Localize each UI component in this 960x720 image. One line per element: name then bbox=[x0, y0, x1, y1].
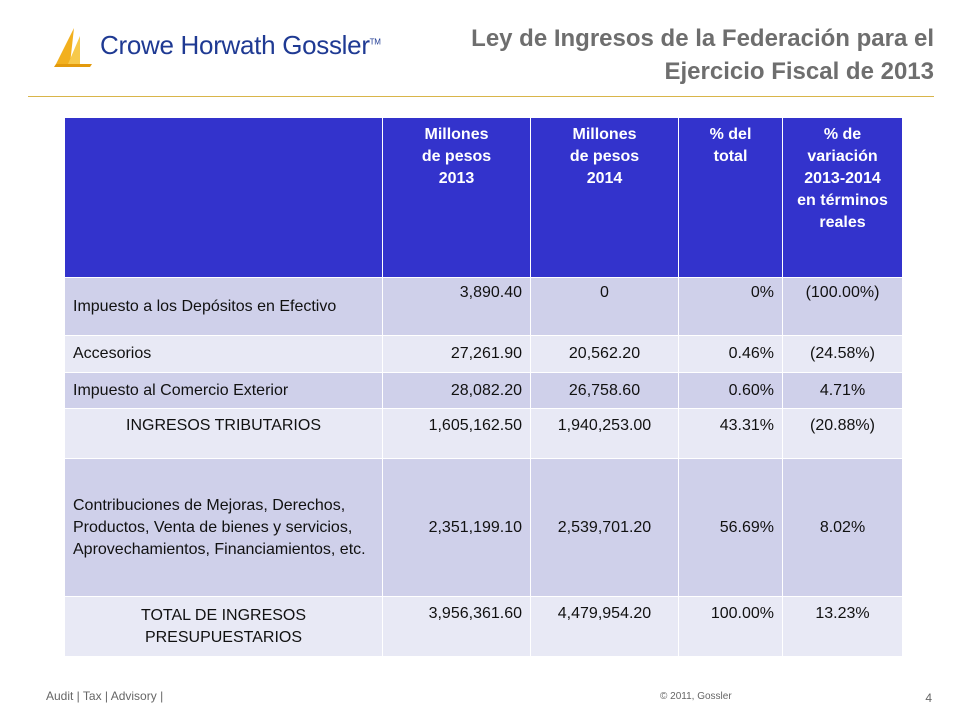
cell-share: 0.46% bbox=[679, 336, 783, 373]
cell-2014: 2,539,701.20 bbox=[531, 459, 679, 597]
brand-name: Crowe Horwath Gossler™ bbox=[100, 30, 381, 60]
cell-2014: 1,940,253.00 bbox=[531, 409, 679, 459]
cell-share: 56.69% bbox=[679, 459, 783, 597]
header-2013: Millones de pesos 2013 bbox=[383, 118, 531, 278]
header-concept bbox=[65, 118, 383, 278]
cell-share: 0% bbox=[679, 278, 783, 336]
header-divider bbox=[28, 96, 934, 97]
row-label: Impuesto al Comercio Exterior bbox=[65, 373, 383, 409]
table-row bbox=[65, 409, 903, 459]
cell-2013: 1,605,162.50 bbox=[383, 409, 531, 459]
cell-2014: 26,758.60 bbox=[531, 373, 679, 409]
crowe-flame-icon bbox=[52, 24, 96, 68]
cell-2014: 20,562.20 bbox=[531, 336, 679, 373]
row-label: Impuesto a los Depósitos en Efectivo bbox=[65, 278, 383, 336]
cell-variation: (20.88%) bbox=[783, 409, 903, 459]
row-label: INGRESOS TRIBUTARIOS bbox=[65, 409, 383, 459]
cell-variation: 8.02% bbox=[783, 459, 903, 597]
page-number: 4 bbox=[925, 691, 932, 705]
table-row bbox=[65, 336, 903, 373]
cell-variation: 13.23% bbox=[783, 597, 903, 657]
header-2014: Millones de pesos 2014 bbox=[531, 118, 679, 278]
table-header-row bbox=[65, 118, 903, 278]
cell-2014: 0 bbox=[531, 278, 679, 336]
cell-variation: 4.71% bbox=[783, 373, 903, 409]
cell-share: 100.00% bbox=[679, 597, 783, 657]
title-line-1: Ley de Ingresos de la Federación para el bbox=[471, 25, 934, 52]
title-line-2: Ejercicio Fiscal de 2013 bbox=[664, 58, 934, 85]
cell-2013: 2,351,199.10 bbox=[383, 459, 531, 597]
footer-services: Audit | Tax | Advisory | bbox=[46, 689, 164, 703]
header-variation: % de variación 2013-2014 en términos reales bbox=[783, 118, 903, 278]
cell-variation: (24.58%) bbox=[783, 336, 903, 373]
table-row bbox=[65, 597, 903, 657]
company-logo bbox=[52, 24, 382, 72]
cell-variation: (100.00%) bbox=[783, 278, 903, 336]
row-label: Contribuciones de Mejoras, Derechos, Productos, Venta de bienes y servicios, Aprovechamientos, Financiamientos, etc. bbox=[65, 459, 383, 597]
row-label: TOTAL DE INGRESOS PRESUPUESTARIOS bbox=[65, 597, 383, 657]
table-row bbox=[65, 373, 903, 409]
row-label: Accesorios bbox=[65, 336, 383, 373]
cell-2013: 27,261.90 bbox=[383, 336, 531, 373]
header-share: % del total bbox=[679, 118, 783, 278]
footer-copyright: © 2011, Gossler bbox=[660, 691, 732, 702]
cell-2013: 28,082.20 bbox=[383, 373, 531, 409]
cell-2013: 3,956,361.60 bbox=[383, 597, 531, 657]
cell-2014: 4,479,954.20 bbox=[531, 597, 679, 657]
cell-share: 0.60% bbox=[679, 373, 783, 409]
table-row bbox=[65, 459, 903, 597]
slide-title bbox=[414, 22, 934, 88]
revenue-table bbox=[64, 117, 903, 657]
cell-share: 43.31% bbox=[679, 409, 783, 459]
table-row bbox=[65, 278, 903, 336]
cell-2013: 3,890.40 bbox=[383, 278, 531, 336]
